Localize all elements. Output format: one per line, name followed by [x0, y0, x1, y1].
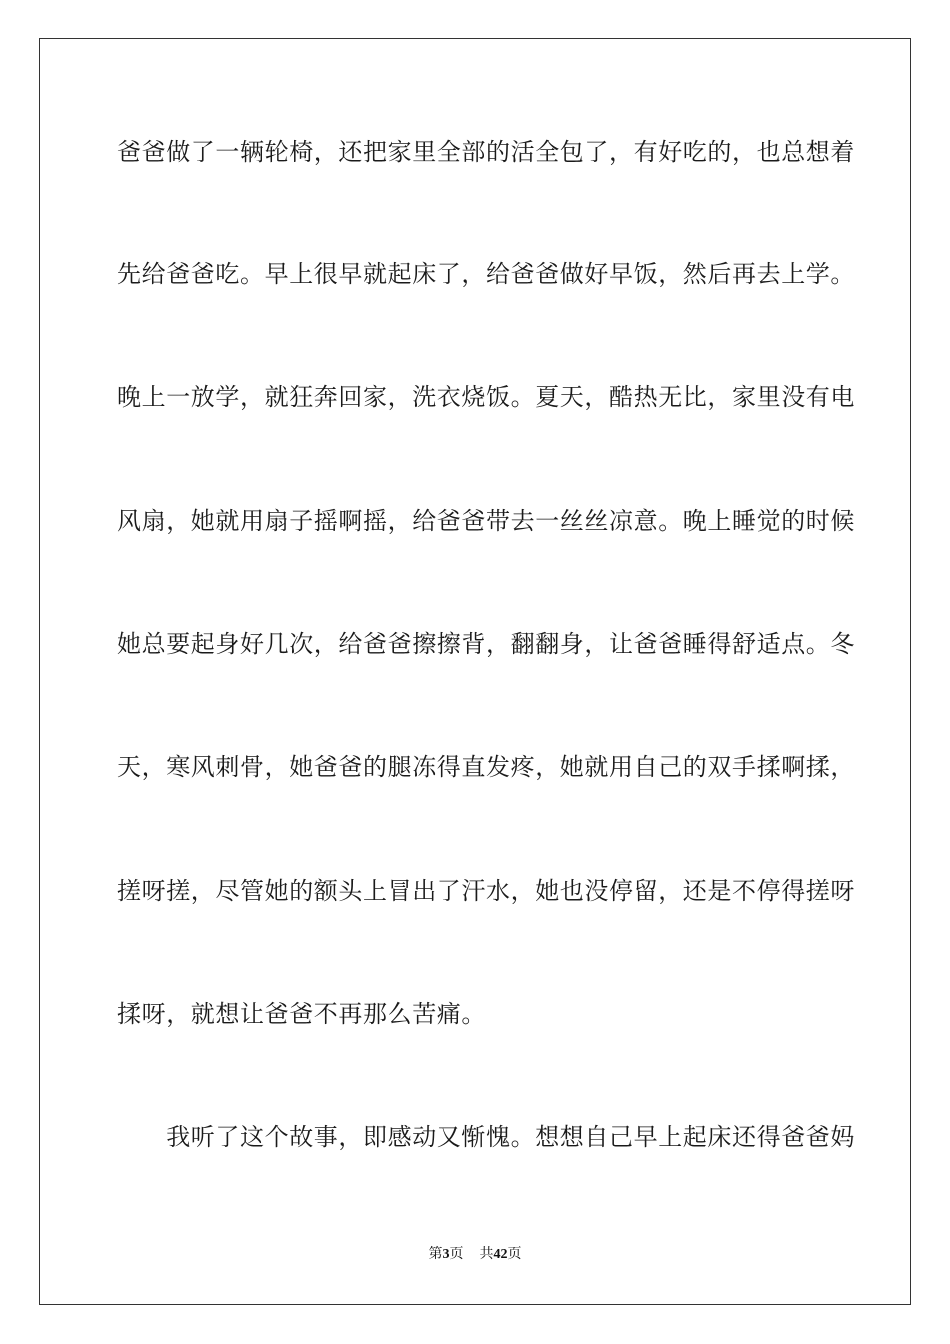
body-text-line-6: 天，寒风刺骨，她爸爸的腿冻得直发疼，她就用自己的双手揉啊揉，: [117, 753, 855, 781]
page-prefix: 第: [428, 1247, 443, 1262]
body-text-line-4: 风扇，她就用扇子摇啊摇，给爸爸带去一丝丝凉意。晚上睡觉的时候: [117, 507, 855, 535]
total-pages: 42: [493, 1247, 508, 1262]
page-border: [39, 38, 911, 1305]
body-text-line-1: 爸爸做了一辆轮椅，还把家里全部的活全包了，有好吃的，也总想着: [117, 138, 855, 166]
body-text-line-8: 揉呀，就想让爸爸不再那么苦痛。: [117, 1000, 486, 1028]
page-suffix: 页: [449, 1247, 464, 1262]
total-suffix: 页: [507, 1247, 522, 1262]
body-text-line-9: 我听了这个故事，即感动又惭愧。想想自己早上起床还得爸爸妈: [117, 1123, 855, 1151]
body-text-line-3: 晚上一放学，就狂奔回家，洗衣烧饭。夏天，酷热无比，家里没有电: [117, 383, 855, 411]
body-text-line-5: 她总要起身好几次，给爸爸擦擦背，翻翻身，让爸爸睡得舒适点。冬: [117, 630, 855, 658]
total-prefix: 共: [479, 1247, 494, 1262]
page-number: 3: [442, 1247, 450, 1262]
page-footer: [0, 1246, 950, 1264]
body-text-line-2: 先给爸爸吃。早上很早就起床了，给爸爸做好早饭，然后再去上学。: [117, 260, 855, 288]
body-text-line-7: 搓呀搓，尽管她的额头上冒出了汗水，她也没停留，还是不停得搓呀: [117, 877, 855, 905]
